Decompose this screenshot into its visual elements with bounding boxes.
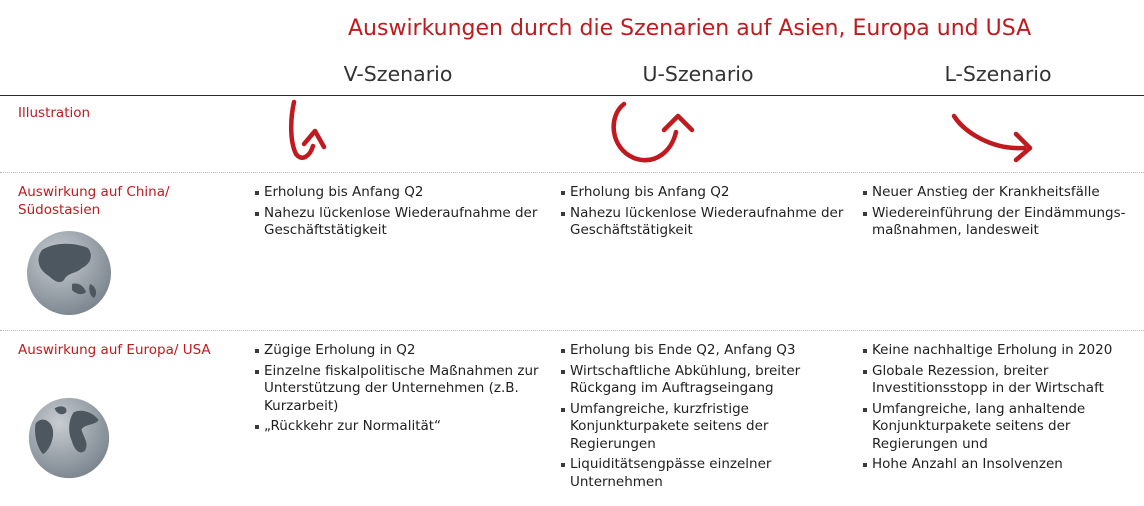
list-item: Umfangreiche, kurzfristige Konjunkturpakete seitens der Regierungen [560,401,856,454]
column-header-u: U-Szenario [642,62,754,86]
cell-europe-l [862,342,1142,477]
row-divider-2 [0,330,1144,331]
cell-europe-v [254,342,550,439]
list-item: Erholung bis Ende Q2, Anfang Q3 [560,342,856,360]
cell-china-u [560,184,856,243]
list-item: Liquiditätsengpässe einzelner Unternehmen [560,456,856,491]
list-item: Wiedereinführung der Eindämmungs- maßnahmen, landesweit [862,205,1142,240]
row-label-europe: Auswirkung auf Europa/ USA [18,342,211,358]
list-item: „Rückkehr zur Normalität“ [254,418,550,436]
globe-europe-icon [26,395,112,481]
list-item: Globale Rezession, breiter Investitionsstopp in der Wirtschaft [862,363,1142,398]
list-item: Nahezu lückenlose Wiederaufnahme der Geschäftstätigkeit [254,205,550,240]
list-item: Hohe Anzahl an Insolvenzen [862,456,1142,474]
list-item: Neuer Anstieg der Krankheitsfälle [862,184,1142,202]
list-item: Erholung bis Anfang Q2 [254,184,550,202]
cell-china-l [862,184,1142,243]
globe-asia-icon [24,228,114,318]
cell-europe-u [560,342,856,494]
cell-china-v [254,184,550,243]
row-label-illustration: Illustration [18,105,91,121]
list-item: Umfangreiche, lang anhaltende Konjunkturpakete seitens der Regierungen und [862,401,1142,454]
row-label-china: Auswirkung auf China/ Südostasien [18,184,170,218]
list-item: Keine nachhaltige Erholung in 2020 [862,342,1142,360]
list-item: Zügige Erholung in Q2 [254,342,550,360]
column-header-v: V-Szenario [343,62,453,86]
list-item: Nahezu lückenlose Wiederaufnahme der Geschäftstätigkeit [560,205,856,240]
list-item: Wirtschaftliche Abkühlung, breiter Rückgang im Auftragseingang [560,363,856,398]
v-shape-arrow-icon [280,98,350,168]
list-item: Erholung bis Anfang Q2 [560,184,856,202]
column-header-l: L-Szenario [944,62,1052,86]
row-divider-1 [0,172,1144,173]
page-title: Auswirkungen durch die Szenarien auf Asien, Europa und USA [348,16,1032,41]
list-item: Einzelne fiskalpolitische Maßnahmen zur Unterstützung der Unternehmen (z.B. Kurzarbeit) [254,363,550,416]
l-shape-arrow-icon [944,106,1044,166]
header-divider [0,95,1144,96]
u-shape-arrow-icon [600,96,700,168]
